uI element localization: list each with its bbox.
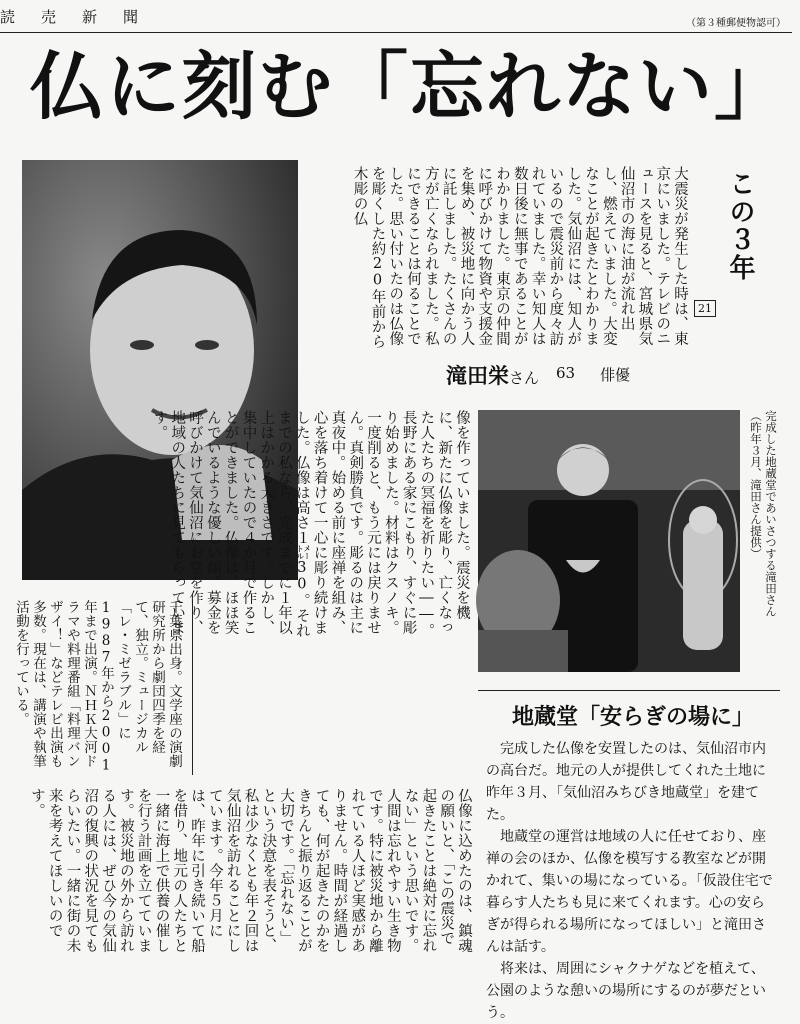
subhead-rule xyxy=(478,690,780,691)
photo-caption: 完成した地蔵堂であいさつする滝田さん（昨年３月、滝田さん提供） xyxy=(749,410,778,617)
person-honorific: さん xyxy=(509,369,540,387)
series-title: この３年 xyxy=(725,170,755,282)
person-age: 63 xyxy=(556,364,576,382)
side-paragraph: 完成した仏像を安置したのは、気仙沼市内の高台だ。地元の人が提供してくれた土地に昨年３月、「気仙沼みちびき地蔵堂」を建てた。 xyxy=(486,741,766,823)
intro-text: 大震災が発生した時は、東京にいました。テレビのニュースを見ると、宮城県気仙沼市の海に油が流れ出し、燃えていました。大変なことが起きたとわかりました。気仙沼には、知人がいるので震災前から度々訪れていました。幸い知人は数日後に無事であることがわかりました。東京の仲間に呼びかけて物資や支援金を集め、被災地に向かう人に託しました。たくさんの方が亡くなられました。私にできることは何ることでした。思い付いたのは仏像を彫くした約20年前から木彫の仏 xyxy=(351,166,688,349)
person-name xyxy=(446,360,539,390)
side-paragraph: 将来は、周囲にシャクナゲなどを植えて、公園のような憩いの場所にするのが夢だという。 xyxy=(486,961,766,1021)
top-rule xyxy=(0,32,792,33)
jizo-hall-image xyxy=(478,410,740,672)
body-text-continued xyxy=(200,600,470,775)
side-article xyxy=(486,738,778,1021)
profile-divider xyxy=(192,600,193,775)
jizo-hall-photo xyxy=(478,410,740,672)
side-paragraph: 地蔵堂の運営は地域の人に任せており、座禅の会のほか、仏像を模写する教室などが開かれて、集いの場になっている。「仮設住宅で暮らす人たちも見に来てくれます。心の安らぎが得られる場所になってほしい」と滝田さんは話す。 xyxy=(486,829,773,955)
person-occupation: 俳優 xyxy=(600,366,631,384)
section-subhead: 地蔵堂「安らぎの場に」 xyxy=(512,705,755,730)
profile-text: 千葉県出身。文学座の演劇研究所から劇団四季を経て、独立。ミュージカル「レ・ミゼラブル」に1987年から2001年まで出演。ＮＨＫ大河ドラマや料理番組「料理バンザイ！」などテレビ出演も多数。現在は、講演や執筆活動を行っている。 xyxy=(13,600,182,774)
lower-text: 仏像に込めたのは、鎮魂の願いと、「この震災で起きたことは絶対に忘れない」という思いです。人間は忘れやすい生き物です。特に被災地から離れている人ほど実感がありません。時間が経過しても、何が起きたのかをきちんと振り返ることが大切です。「忘れない」という決意を表そうと、私は少なくとも年２回は気仙沼を訪れることにしています。今年５月には、昨年に引き続いて船を借り、地元の人たちと一緒に海上で供養の催しを行う計画を立てています。被災地の外から訪れる人には、ぜひ今の気仙沼の復興の状況を見てもらいたい。一緒に街の未来を考えてほしいのです。 xyxy=(28,788,472,953)
body-text: 像を作っていました。震災を機に、新たに仏像を彫り、亡くなった人たちの冥福を祈りたい――。長野にある家にこもり、すぐに彫り始めました。材料はクスノキ。一度削ると、もう元には戻りません。真剣勝負です。彫るのは主に真夜中。始める前に座禅を組み、心を落ち着けて一心に彫り続けました。仏像は高さ１㍍30。それまでの私なら、完成までに１年以上はかかる大きさです。しかし、集中していたので４か月で作ることができました。仏像は、ほほ笑んでいるような優しい顔。募金を呼びかけて気仙沼にお堂を作り、地域の人たちに見てもらっています。 xyxy=(151,410,470,638)
series-number: 21 xyxy=(694,300,716,317)
person-name-text: 滝田栄 xyxy=(446,363,509,388)
newspaper-masthead: 読売新聞 xyxy=(0,8,165,26)
headline: 仏に刻む「忘れない」 xyxy=(30,44,790,130)
postal-permit-note: （第３種郵便物認可） xyxy=(686,18,786,29)
